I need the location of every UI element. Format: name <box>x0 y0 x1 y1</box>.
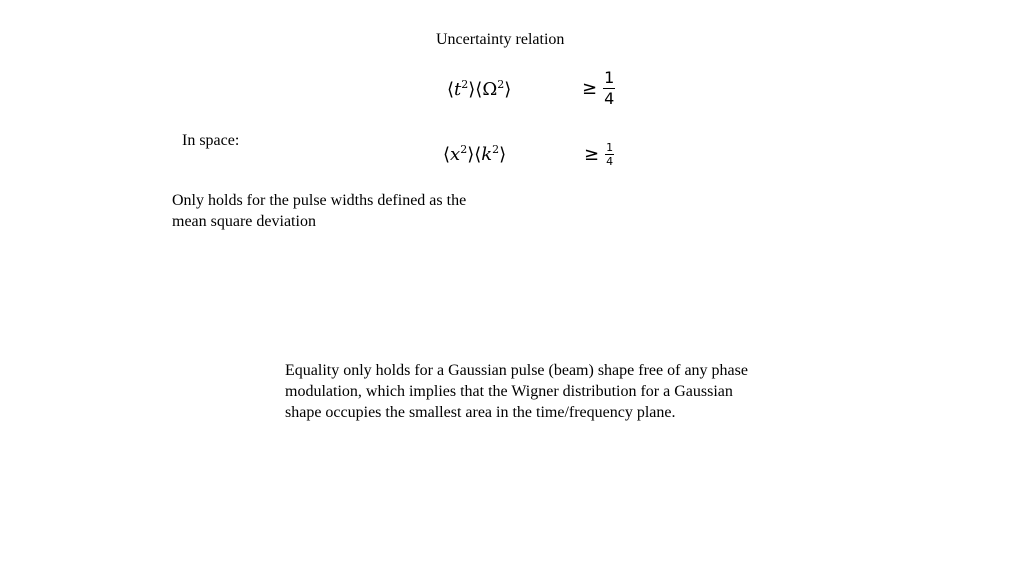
fraction-numerator: 1 <box>604 68 615 87</box>
greater-equal-sign-2: ≥ <box>584 144 600 165</box>
wavenumber-variable: k <box>481 144 493 165</box>
frequency-variable: Ω <box>482 79 498 100</box>
one-quarter-fraction-small <box>605 142 614 167</box>
fraction-denominator: 4 <box>604 89 615 108</box>
fraction-numerator-small: 1 <box>606 141 614 154</box>
time-frequency-bound <box>582 70 615 107</box>
time-frequency-product: $⟨t^2⟩⟨\Omega^2⟩$ <box>447 78 512 100</box>
mean-square-note: Only holds for the pulse widths defined as the mean square deviation <box>172 192 467 230</box>
one-quarter-fraction <box>603 70 615 107</box>
in-space-label: In space: <box>182 132 240 149</box>
slide-title: Uncertainty relation <box>436 31 565 48</box>
greater-equal-sign: ≥ <box>582 78 598 99</box>
space-wavenumber-product: $⟨x^2⟩⟨k^2⟩$ <box>443 143 507 165</box>
frequency-power: 2 <box>497 78 505 91</box>
wavenumber-power: 2 <box>492 143 500 156</box>
time-power: 2 <box>461 78 469 91</box>
fraction-denominator-small: 4 <box>606 155 614 168</box>
gaussian-equality-note: Equality only holds for a Gaussian pulse (beam) shape free of any phase modulation, which implies that the Wigner distribution for a Gaussian shape occupies the smallest area in the time/frequency plane. <box>285 362 748 421</box>
time-variable: t <box>454 79 462 100</box>
position-power: 2 <box>460 143 468 156</box>
position-variable: x <box>450 144 461 165</box>
space-wavenumber-bound <box>584 142 614 167</box>
